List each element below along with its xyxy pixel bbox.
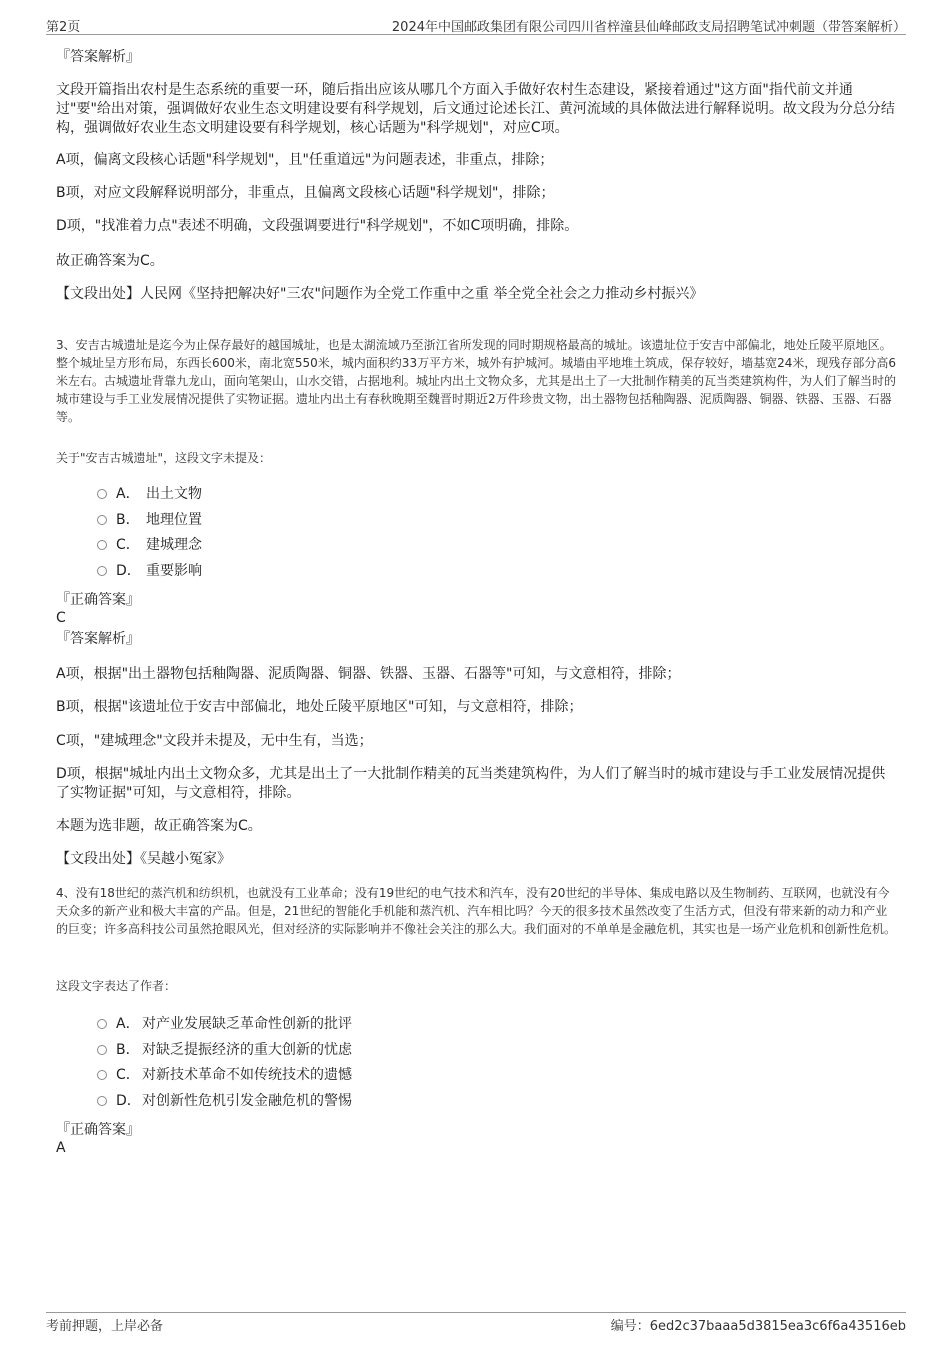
radio-icon[interactable] [97,1070,107,1080]
page-header [46,14,906,35]
option-text: 对产业发展缺乏革命性创新的批评 [142,1016,352,1032]
radio-icon[interactable] [97,1096,107,1106]
option-text: 地理位置 [146,512,202,528]
option-letter: A． [116,486,140,502]
question-3-passage: 3、安吉古城遗址是迄今为止保存最好的越国城址，也是太湖流域乃至浙江省所发现的同时期规格最高的城址。该遗址位于安吉中部偏北，地处丘陵平原地区。整个城址呈方形布局，东西长600米，南北宽550米，城内面积约33万平方米，城外有护城河。城墙由平地堆土筑成，保存较好，墙基宽24米，现残存部分高6米左右。古城遗址背靠九龙山，面向笔架山，山水交错，占据地利。城址内出土文物众多，尤其是出土了一大批制作精美的瓦当类建筑构件，为人们了解当时的城市建设与手工业发展情况提供了实物证据。遗址内出土有春秋晚期至魏晋时期近2万件珍贵文物，出土器物包括釉陶器、泥质陶器、铜器、铁器、玉器、石器等。 [56,338,897,424]
question-4-option-c[interactable] [97,1066,352,1084]
radio-icon[interactable] [97,515,107,525]
option-letter: D． [116,563,141,579]
document-title: 2024年中国邮政集团有限公司四川省梓潼县仙峰邮政支局招聘笔试冲刺题（带答案解析） [391,20,906,35]
option-letter: B． [116,512,140,528]
option-text: 对新技术革命不如传统技术的遗憾 [142,1067,352,1083]
question-3-analysis-b: B项，根据"该遗址位于安吉中部偏北，地处丘陵平原地区"可知，与文意相符，排除； [56,699,583,715]
question-3-analysis-d: D项，根据"城址内出土文物众多，尤其是出土了一大批制作精美的瓦当类建筑构件，为人们了解当时的城市建设与手工业发展情况提供了实物证据"可知，与文意相符，排除。 [56,766,886,801]
analysis-conclusion: 故正确答案为C。 [56,253,164,269]
question-4-prompt: 这段文字表达了作者： [56,979,177,993]
question-4-option-d[interactable] [97,1092,352,1110]
question-3-conclusion: 本题为选非题，故正确答案为C。 [56,818,262,834]
analysis-item-b: B项，对应文段解释说明部分，非重点，且偏离文段核心话题"科学规划"，排除； [56,185,555,201]
question-3-option-d[interactable] [97,562,202,580]
question-4-answer-heading: 『正确答案』 [56,1122,140,1138]
question-3-option-a[interactable] [97,485,202,503]
page-number: 第2页 [46,20,81,35]
radio-icon[interactable] [97,540,107,550]
radio-icon[interactable] [97,1045,107,1055]
option-text: 重要影响 [146,563,202,579]
question-3-option-c[interactable] [97,536,202,554]
analysis-item-d: D项，"找准着力点"表述不明确，文段强调要进行"科学规划"，不如C项明确，排除。 [56,218,579,234]
footer-slogan: 考前押题，上岸必备 [46,1319,164,1334]
question-4-passage: 4、没有18世纪的蒸汽机和纺织机，也就没有工业革命；没有19世纪的电气技术和汽车，没有20世纪的半导体、集成电路以及生物制药、互联网，也就没有今天众多的新产业和极大丰富的产品。但是，21世纪的智能化手机能和蒸汽机、汽车相比吗？今天的很多技术虽然改变了生活方式，但没有带来新的动力和产业的巨变；许多高科技公司虽然抢眼风光，但对经济的实际影响并不像社会关注的那么大。我们面对的不单单是金融危机，其实也是一场产业危机和创新性危机。 [56,886,897,936]
question-3-analysis-a: A项，根据"出土器物包括釉陶器、泥质陶器、铜器、铁器、玉器、石器等"可知，与文意相符，排除； [56,666,681,682]
option-letter: C． [116,1067,140,1083]
question-3-answer: C [56,610,66,626]
question-3-option-b[interactable] [97,511,202,529]
question-3-prompt: 关于"安吉古城遗址"，这段文字未提及： [56,451,272,465]
question-3-analysis-c: C项，"建城理念"文段并未提及，无中生有，当选； [56,733,373,749]
option-text: 出土文物 [146,486,202,502]
option-letter: C． [116,537,140,553]
radio-icon[interactable] [97,566,107,576]
document-id: 编号：6ed2c37baaa5d3815ea3c6f6a43516eb [610,1319,906,1334]
question-4-answer: A [56,1140,66,1156]
option-text: 对缺乏提振经济的重大创新的忧虑 [142,1042,352,1058]
analysis-item-a: A项，偏离文段核心话题"科学规划"，且"任重道远"为问题表述，非重点，排除； [56,152,554,168]
radio-icon[interactable] [97,489,107,499]
radio-icon[interactable] [97,1019,107,1029]
question-3-analysis-heading: 『答案解析』 [56,631,140,647]
question-3-answer-heading: 『正确答案』 [56,592,140,608]
option-letter: A． [116,1016,140,1032]
page-footer [46,1312,906,1333]
question-4-option-a[interactable] [97,1015,352,1033]
passage-source: 【文段出处】人民网《坚持把解决好"三农"问题作为全党工作重中之重 举全党全社会之力推动乡村振兴》 [56,286,704,302]
analysis-paragraph: 文段开篇指出农村是生态系统的重要一环，随后指出应该从哪几个方面入手做好农村生态建设，紧接着通过"这方面"指代前文并通过"要"给出对策，强调做好农业生态文明建设要有科学规划，后文通过论述长江、黄河流域的具体做法进行解释说明。故文段为分总分结构，强调做好农业生态文明建设要有科学规划，核心话题为"科学规划"，对应C项。 [56,82,895,136]
option-letter: B． [116,1042,140,1058]
question-3-source: 【文段出处】《吴越小冤家》 [56,851,231,867]
option-text: 对创新性危机引发金融危机的警惕 [142,1093,352,1109]
analysis-heading: 『答案解析』 [56,49,140,65]
option-letter: D． [116,1093,141,1109]
question-4-option-b[interactable] [97,1041,352,1059]
option-text: 建城理念 [146,537,202,553]
